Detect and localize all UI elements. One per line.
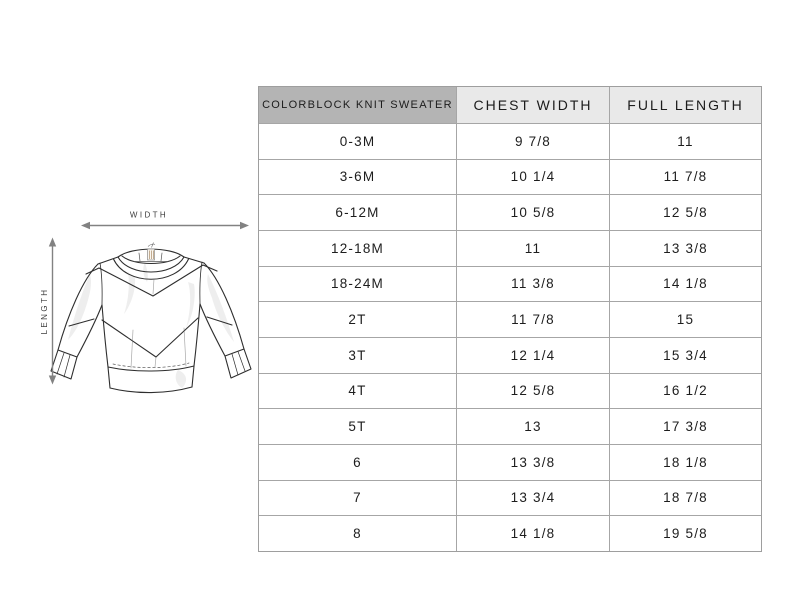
size-cell: 6 bbox=[259, 444, 456, 480]
table-header-chest-width: CHEST WIDTH bbox=[456, 87, 609, 123]
neck-tag bbox=[148, 243, 156, 261]
chest-width-cell: 13 3/8 bbox=[456, 444, 609, 480]
chest-width-cell: 11 7/8 bbox=[456, 301, 609, 337]
sweater-sketch bbox=[38, 202, 258, 402]
full-length-cell: 18 1/8 bbox=[609, 444, 761, 480]
size-cell: 7 bbox=[259, 480, 456, 516]
chest-width-cell: 11 3/8 bbox=[456, 266, 609, 302]
full-length-cell: 15 3/4 bbox=[609, 337, 761, 373]
size-cell: 8 bbox=[259, 515, 456, 551]
chest-width-cell: 12 1/4 bbox=[456, 337, 609, 373]
full-length-cell: 11 7/8 bbox=[609, 159, 761, 195]
length-label: LENGTH bbox=[40, 287, 49, 335]
table-header-product: COLORBLOCK KNIT SWEATER bbox=[259, 87, 456, 123]
chest-width-cell: 9 7/8 bbox=[456, 123, 609, 159]
chest-width-cell: 11 bbox=[456, 230, 609, 266]
full-length-cell: 15 bbox=[609, 301, 761, 337]
size-cell: 2T bbox=[259, 301, 456, 337]
full-length-cell: 16 1/2 bbox=[609, 373, 761, 409]
size-cell: 3T bbox=[259, 337, 456, 373]
width-label: WIDTH bbox=[129, 210, 169, 220]
width-arrow bbox=[81, 222, 249, 229]
size-cell: 6-12M bbox=[259, 194, 456, 230]
size-chart-table bbox=[258, 86, 762, 552]
chest-width-cell: 10 1/4 bbox=[456, 159, 609, 195]
full-length-cell: 13 3/8 bbox=[609, 230, 761, 266]
size-cell: 18-24M bbox=[259, 266, 456, 302]
chest-width-cell: 12 5/8 bbox=[456, 373, 609, 409]
size-cell: 12-18M bbox=[259, 230, 456, 266]
full-length-cell: 17 3/8 bbox=[609, 408, 761, 444]
length-arrow bbox=[49, 238, 56, 385]
chest-width-cell: 13 3/4 bbox=[456, 480, 609, 516]
full-length-cell: 11 bbox=[609, 123, 761, 159]
size-cell: 4T bbox=[259, 373, 456, 409]
size-cell: 5T bbox=[259, 408, 456, 444]
garment-figure bbox=[38, 202, 258, 402]
chest-width-cell: 13 bbox=[456, 408, 609, 444]
full-length-cell: 12 5/8 bbox=[609, 194, 761, 230]
chest-width-cell: 10 5/8 bbox=[456, 194, 609, 230]
size-cell: 3-6M bbox=[259, 159, 456, 195]
chest-width-cell: 14 1/8 bbox=[456, 515, 609, 551]
full-length-cell: 18 7/8 bbox=[609, 480, 761, 516]
full-length-cell: 19 5/8 bbox=[609, 515, 761, 551]
table-header-full-length: FULL LENGTH bbox=[609, 87, 761, 123]
size-cell: 0-3M bbox=[259, 123, 456, 159]
full-length-cell: 14 1/8 bbox=[609, 266, 761, 302]
